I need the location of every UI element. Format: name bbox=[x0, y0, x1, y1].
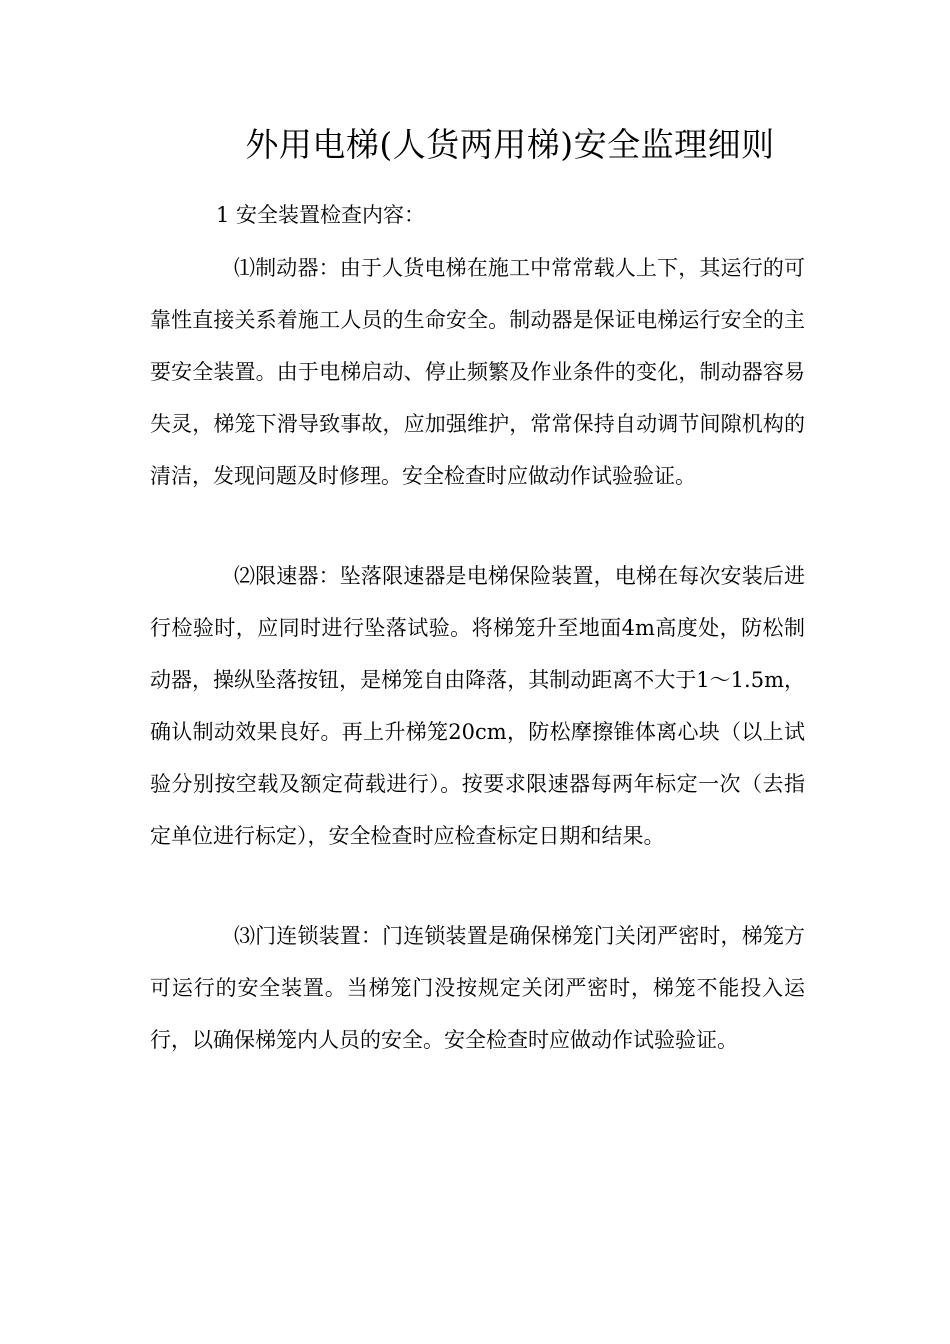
page-title: 外用电梯(人货两用梯)安全监理细则 bbox=[245, 125, 775, 164]
paragraph-door-interlock: ⑶门连锁装置：门连锁装置是确保梯笼门关闭严密时，梯笼方可运行的安全装置。当梯笼门没按规定关闭严密时，梯笼不能投入运行，以确保梯笼内人员的安全。安全检查时应做动作试验验证。 bbox=[150, 924, 805, 1052]
paragraph-brake: ⑴制动器：由于人货电梯在施工中常常载人上下，其运行的可靠性直接关系着施工人员的生命安全。制动器是保证电梯运行安全的主要安全装置。由于电梯启动、停止频繁及作业条件的变化，制动器容易失灵，梯笼下滑导致事故，应加强维护，常常保持自动调节间隙机构的清洁，发现问题及时修理。安全检查时应做动作试验验证。 bbox=[150, 256, 805, 488]
paragraph-speed-limiter: ⑵限速器：坠落限速器是电梯保险装置，电梯在每次安装后进行检验时，应同时进行坠落试验。将梯笼升至地面4m高度处，防松制动器，操纵坠落按钮，是梯笼自由降落，其制动距离不大于1～1.5m，确认制动效果良好。再上升梯笼20cm，防松摩擦锥体离心块（以上试验分别按空载及额定荷载进行）。按要求限速器每两年标定一次（去指定单位进行标定），安全检查时应检查标定日期和结果。 bbox=[150, 564, 805, 848]
section-heading: 1 安全装置检查内容： bbox=[216, 203, 426, 227]
